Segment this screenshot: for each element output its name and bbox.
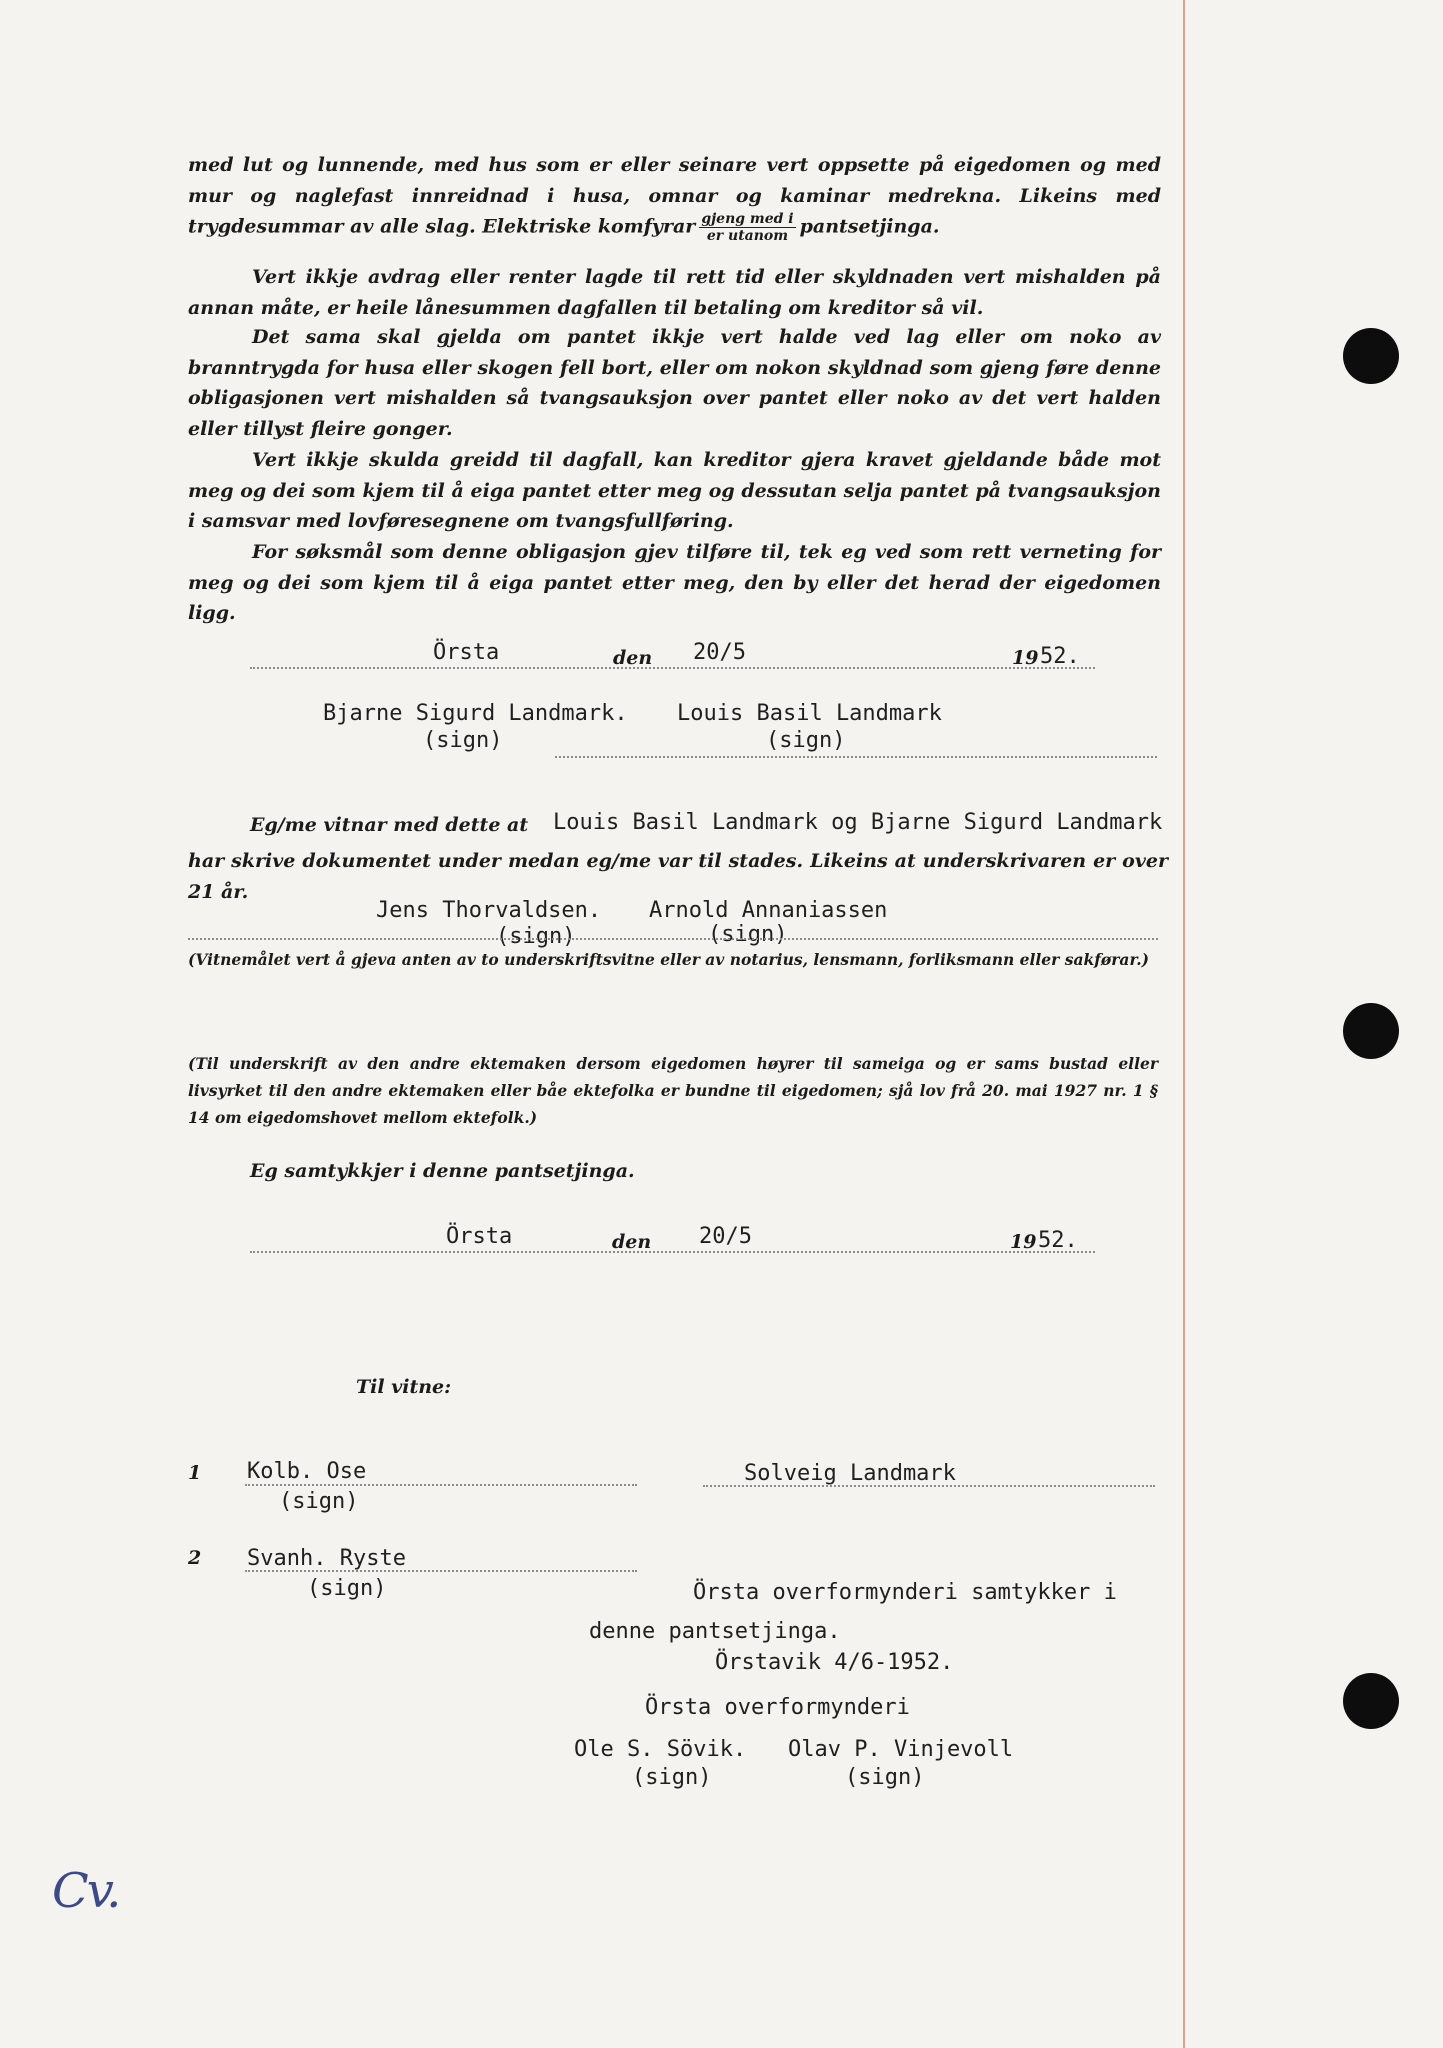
overformynderi-signer-2: Olav P. Vinjevoll [788, 1737, 1014, 1762]
consent-text: Eg samtykkjer i denne pantsetjinga. [250, 1160, 635, 1182]
vitne-sign-1: (sign) [279, 1489, 359, 1514]
year-prefix-2: 19 [1010, 1231, 1037, 1253]
vitne-name-1: Kolb. Ose [247, 1459, 367, 1484]
til-vitne-label: Til vitne: [356, 1376, 452, 1398]
witness-names: Louis Basil Landmark og Bjarne Sigurd Landmark [553, 810, 1163, 835]
signature-line [555, 756, 1157, 758]
date-line-1 [250, 667, 1095, 669]
vitne-line-2 [245, 1570, 637, 1572]
vitne-line-1 [245, 1484, 637, 1486]
vitne-number-2: 2 [188, 1547, 202, 1569]
date-value-1: 20/5 [693, 640, 746, 665]
overformynderi-signer-1-sign: (sign) [632, 1765, 712, 1790]
punch-hole-middle [1343, 1003, 1399, 1059]
paragraph-1: med lut og lunnende, med hus som er eller seinare vert oppsette på eigedomen og med mur og naglefast innreidnad i husa, omnar og kaminar medrekna. Likeins med trygdesummar av alle slag. Elektriske komfyrar $\frac{\text{gjeng med i}}{\text{er utanom}}$ pantsetjinga. [188, 154, 1161, 244]
year-suffix-2: 52. [1038, 1228, 1078, 1253]
witness-line [188, 938, 1158, 940]
spouse-line [703, 1485, 1155, 1487]
den-label-2: den [612, 1231, 652, 1253]
witness-lead: Eg/me vitnar med dette at [250, 814, 529, 836]
vitne-number-1: 1 [188, 1462, 202, 1484]
year-suffix-1: 52. [1040, 644, 1080, 669]
paragraph-4: Vert ikkje skulda greidd til dagfall, kan kreditor gjera kravet gjeldande både mot meg og dei som kjem til å eiga pantet etter meg og dessutan selja pantet på tvangsauksjon i samsvar med lovføresegnene om tvangsfullføring. [188, 449, 1161, 532]
date-place-1: Örsta [433, 640, 500, 665]
signer-2-sign: (sign) [766, 728, 846, 753]
witness-1-sign: (sign) [496, 924, 576, 949]
signer-2: Louis Basil Landmark [677, 701, 942, 726]
handwritten-initials: Cv. [52, 1863, 120, 1919]
witness-2: Arnold Annaniassen [649, 898, 888, 923]
witness-note: (Vitnemålet vert å gjeva anten av to underskriftsvitne eller av notarius, lensmann, forliksmann eller sakførar.) [188, 950, 1149, 969]
fraction: $\frac{\text{gjeng med i}}{\text{er utanom}}$ [701, 211, 794, 244]
paragraph-3: Det sama skal gjelda om pantet ikkje vert halde ved lag eller om noko av branntrygda for husa eller skogen fell bort, eller om nokon skyldnad som gjeng føre denne obligasjonen vert mishalden så tvangsauksjon over pantet eller noko av det vert halden eller tillyst fleire gonger. [188, 326, 1161, 440]
vitne-sign-2: (sign) [307, 1576, 387, 1601]
witness-2-sign: (sign) [708, 922, 788, 947]
spouse-note: (Til underskrift av den andre ektemaken dersom eigedomen høyrer til sameiga og er sams bustad eller livsyrket til den andre ektemaken eller båe ektefolka er bundne til eigedomen; sjå lov frå 20. mai 1927 nr. 1 § 14 om eigedomshovet mellom ektefolk.) [188, 1054, 1158, 1127]
date-value-2: 20/5 [699, 1224, 752, 1249]
signer-1: Bjarne Sigurd Landmark. [323, 701, 628, 726]
overformynderi-signer-2-sign: (sign) [845, 1765, 925, 1790]
margin-rule [1183, 0, 1185, 2048]
den-label-1: den [613, 647, 653, 669]
vitne-name-2: Svanh. Ryste [247, 1546, 406, 1571]
date-place-2: Örsta [446, 1224, 513, 1249]
overformynderi-line-2: denne pantsetjinga. [589, 1619, 841, 1644]
punch-hole-bottom [1343, 1673, 1399, 1729]
spouse-signer: Solveig Landmark [744, 1461, 956, 1486]
year-prefix-1: 19 [1012, 647, 1039, 669]
witness-text: har skrive dokumentet under medan eg/me var til stades. Likeins at underskrivaren er over 21 år. [188, 850, 1168, 903]
overformynderi-place-date: Örstavik 4/6-1952. [715, 1650, 954, 1675]
witness-1: Jens Thorvaldsen. [376, 898, 602, 923]
signer-1-sign: (sign) [423, 728, 503, 753]
paragraph-5: For søksmål som denne obligasjon gjev tilføre til, tek eg ved som rett verneting for meg og dei som kjem til å eiga pantet etter meg, den by eller det herad der eigedomen ligg. [188, 541, 1161, 624]
overformynderi-line-1: Örsta overformynderi samtykker i [693, 1580, 1117, 1605]
overformynderi-signer-1: Ole S. Sövik. [574, 1737, 747, 1762]
overformynderi-office: Örsta overformynderi [645, 1695, 910, 1720]
date-line-2 [250, 1251, 1095, 1253]
paragraph-2: Vert ikkje avdrag eller renter lagde til rett tid eller skyldnaden vert mishalden på annan måte, er heile lånesummen dagfallen til betaling om kreditor så vil. [188, 266, 1161, 319]
punch-hole-top [1343, 328, 1399, 384]
